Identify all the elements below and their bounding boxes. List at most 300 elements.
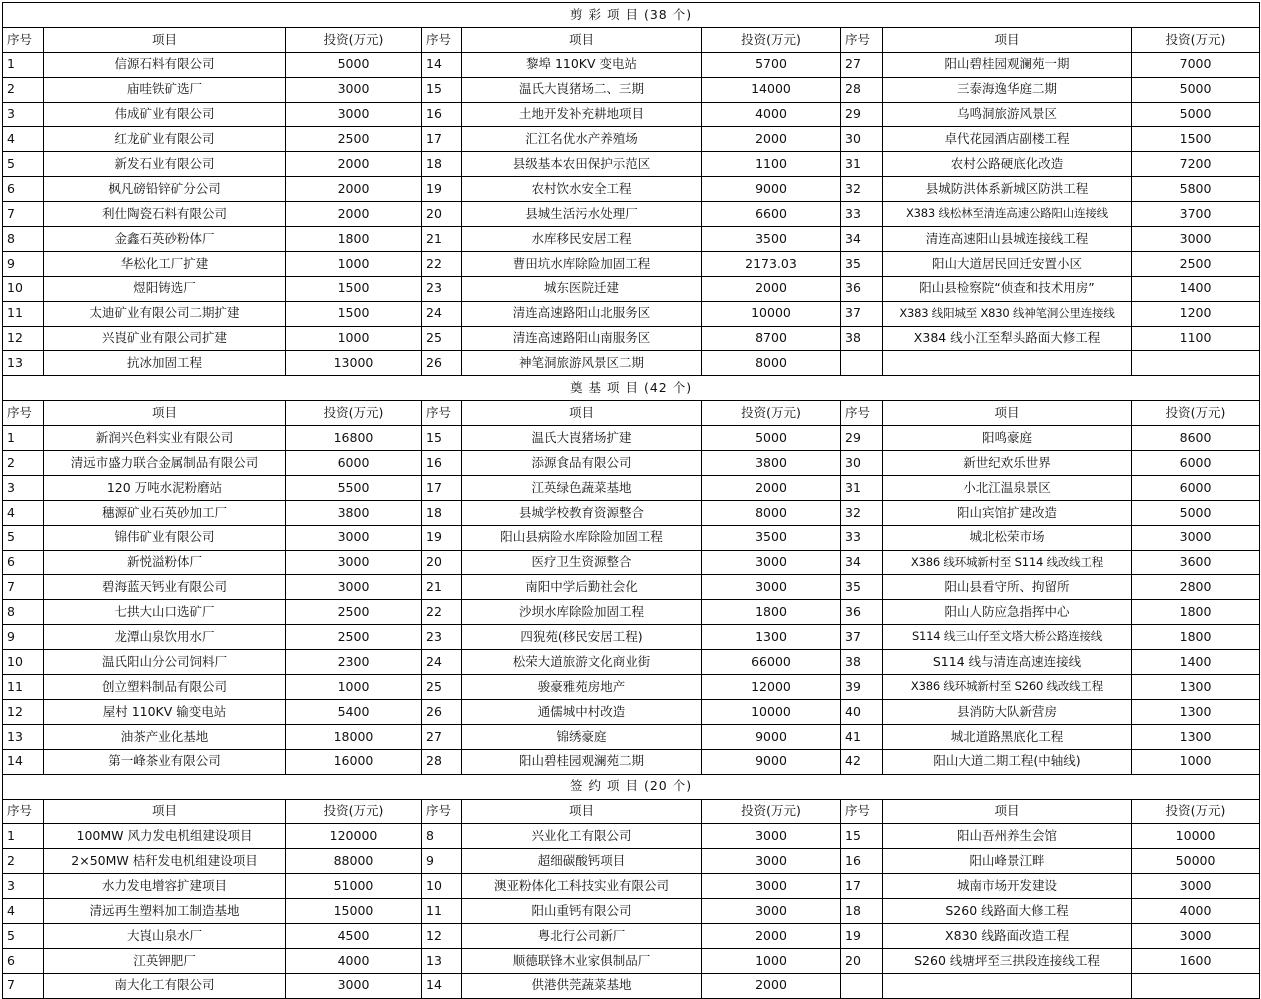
investment-value: 3500 <box>702 525 841 550</box>
project-name: 松荣大道旅游文化商业街 <box>462 650 702 675</box>
row-number: 18 <box>422 152 462 177</box>
table-row <box>3 575 1260 600</box>
row-number: 21 <box>422 575 462 600</box>
investment-value: 3000 <box>286 525 422 550</box>
project-name: 神笔洞旅游风景区二期 <box>462 351 702 376</box>
investment-value: 1800 <box>702 600 841 625</box>
project-name: 穗源矿业石英砂加工厂 <box>44 500 286 525</box>
header-investment: 投资(万元) <box>1132 401 1260 426</box>
row-number: 5 <box>3 923 44 948</box>
header-project: 项目 <box>883 401 1132 426</box>
header-no: 序号 <box>841 27 883 52</box>
investment-value: 6000 <box>1132 451 1260 476</box>
row-number: 24 <box>422 301 462 326</box>
project-name: 澳亚粉体化工科技实业有限公司 <box>462 874 702 899</box>
project-name: 南大化工有限公司 <box>44 973 286 998</box>
investment-value: 5400 <box>286 699 422 724</box>
row-number: 36 <box>841 600 883 625</box>
header-project: 项目 <box>462 799 702 824</box>
investment-value: 2000 <box>702 127 841 152</box>
row-number: 19 <box>841 923 883 948</box>
table-row <box>3 923 1260 948</box>
investment-value: 12000 <box>702 675 841 700</box>
investment-value: 2500 <box>286 600 422 625</box>
table-row <box>3 202 1260 227</box>
row-number: 41 <box>841 724 883 749</box>
row-number: 37 <box>841 625 883 650</box>
row-number: 33 <box>841 525 883 550</box>
row-number: 34 <box>841 550 883 575</box>
project-name: 城北道路黑底化工程 <box>883 724 1132 749</box>
header-no: 序号 <box>841 401 883 426</box>
project-name: 太迪矿业有限公司二期扩建 <box>44 301 286 326</box>
project-name: 水力发电增容扩建项目 <box>44 874 286 899</box>
project-name <box>883 351 1132 376</box>
investment-value: 1000 <box>286 326 422 351</box>
project-name: 水库移民安居工程 <box>462 227 702 252</box>
row-number <box>841 351 883 376</box>
project-name: 大崀山泉水厂 <box>44 923 286 948</box>
investment-value: 3800 <box>702 451 841 476</box>
project-name: 伟成矿业有限公司 <box>44 102 286 127</box>
header-no: 序号 <box>3 799 44 824</box>
row-number: 38 <box>841 326 883 351</box>
row-number: 13 <box>3 351 44 376</box>
investment-value: 4500 <box>286 923 422 948</box>
row-number <box>841 973 883 998</box>
row-number: 6 <box>3 550 44 575</box>
project-name: 新发石业有限公司 <box>44 152 286 177</box>
table-row <box>3 127 1260 152</box>
investment-value: 3000 <box>1132 923 1260 948</box>
investment-value: 1600 <box>1132 948 1260 973</box>
project-name: 枫凡磅铅锌矿分公司 <box>44 177 286 202</box>
table-row <box>3 699 1260 724</box>
project-name: 医疗卫生资源整合 <box>462 550 702 575</box>
investment-value: 2500 <box>286 625 422 650</box>
header-no: 序号 <box>3 401 44 426</box>
investment-value: 1000 <box>702 948 841 973</box>
investment-value: 1400 <box>1132 276 1260 301</box>
project-name: 阳山人防应急指挥中心 <box>883 600 1132 625</box>
project-name: 汇江名优水产养殖场 <box>462 127 702 152</box>
investment-value: 8600 <box>1132 426 1260 451</box>
table-row <box>3 948 1260 973</box>
header-project: 项目 <box>44 27 286 52</box>
row-number: 26 <box>422 699 462 724</box>
investment-value: 3000 <box>286 550 422 575</box>
investment-value: 14000 <box>702 77 841 102</box>
project-name: 锦绣豪庭 <box>462 724 702 749</box>
section-title-row <box>3 376 1260 401</box>
project-name: 油茶产业化基地 <box>44 724 286 749</box>
row-number: 8 <box>422 824 462 849</box>
project-name: X383 线松林至清连高速公路阳山连接线 <box>883 202 1132 227</box>
row-number: 8 <box>3 227 44 252</box>
column-header-row <box>3 799 1260 824</box>
investment-value: 51000 <box>286 874 422 899</box>
project-name: 红龙矿业有限公司 <box>44 127 286 152</box>
row-number: 30 <box>841 451 883 476</box>
project-name: 城东医院迁建 <box>462 276 702 301</box>
project-name: 信源石料有限公司 <box>44 52 286 77</box>
project-name: 土地开发补充耕地项目 <box>462 102 702 127</box>
project-name: 骏豪雅苑房地产 <box>462 675 702 700</box>
row-number: 14 <box>422 52 462 77</box>
row-number: 3 <box>3 874 44 899</box>
project-name <box>883 973 1132 998</box>
row-number: 27 <box>841 52 883 77</box>
project-name: 超细碳酸钙项目 <box>462 849 702 874</box>
column-header-row <box>3 401 1260 426</box>
table-row <box>3 500 1260 525</box>
table-row <box>3 600 1260 625</box>
project-name: 煜阳铸选厂 <box>44 276 286 301</box>
row-number: 39 <box>841 675 883 700</box>
investment-value: 1000 <box>1132 749 1260 774</box>
project-name: 屋村 110KV 输变电站 <box>44 699 286 724</box>
table-row <box>3 351 1260 376</box>
column-header-row <box>3 27 1260 52</box>
investment-value: 1200 <box>1132 301 1260 326</box>
table-row <box>3 724 1260 749</box>
investment-value: 120000 <box>286 824 422 849</box>
header-no: 序号 <box>841 799 883 824</box>
row-number: 22 <box>422 251 462 276</box>
investment-value: 10000 <box>1132 824 1260 849</box>
investment-value: 2000 <box>702 923 841 948</box>
project-name: S114 线三山仔至文塔大桥公路连接线 <box>883 625 1132 650</box>
project-name: 新世纪欢乐世界 <box>883 451 1132 476</box>
row-number: 12 <box>3 326 44 351</box>
row-number: 19 <box>422 177 462 202</box>
investment-value: 2800 <box>1132 575 1260 600</box>
header-no: 序号 <box>3 27 44 52</box>
row-number: 15 <box>841 824 883 849</box>
table-row <box>3 152 1260 177</box>
project-name: 城北松荣市场 <box>883 525 1132 550</box>
investment-value: 16000 <box>286 749 422 774</box>
project-name: 城南市场开发建设 <box>883 874 1132 899</box>
investment-value: 3000 <box>702 550 841 575</box>
investment-value: 1500 <box>286 276 422 301</box>
project-name: X383 线阳城至 X830 线神笔洞公里连接线 <box>883 301 1132 326</box>
project-name: 兴业化工有限公司 <box>462 824 702 849</box>
project-name: X830 线路面改造工程 <box>883 923 1132 948</box>
table-row <box>3 874 1260 899</box>
header-no: 序号 <box>422 27 462 52</box>
row-number: 26 <box>422 351 462 376</box>
investment-value: 1800 <box>1132 600 1260 625</box>
header-investment: 投资(万元) <box>1132 799 1260 824</box>
project-name: 小北江温泉景区 <box>883 475 1132 500</box>
investment-value: 5000 <box>1132 500 1260 525</box>
investment-value: 2500 <box>1132 251 1260 276</box>
section-title: 剪 彩 项 目 (38 个) <box>3 3 1260 28</box>
project-name: 温氏阳山分公司饲料厂 <box>44 650 286 675</box>
project-name: 100MW 风力发电机组建设项目 <box>44 824 286 849</box>
project-name: 阳山碧桂园观澜苑二期 <box>462 749 702 774</box>
investment-value: 16800 <box>286 426 422 451</box>
row-number: 2 <box>3 451 44 476</box>
project-investment-table-page <box>2 2 1260 999</box>
project-name: 县消防大队新营房 <box>883 699 1132 724</box>
project-name: 乌鸣洞旅游风景区 <box>883 102 1132 127</box>
investment-value: 50000 <box>1132 849 1260 874</box>
investment-value: 9000 <box>702 724 841 749</box>
header-investment: 投资(万元) <box>286 401 422 426</box>
investment-value: 1000 <box>286 251 422 276</box>
row-number: 15 <box>422 77 462 102</box>
row-number: 11 <box>3 301 44 326</box>
project-name: 阳鸣豪庭 <box>883 426 1132 451</box>
investment-value: 2173.03 <box>702 251 841 276</box>
investment-value: 1100 <box>702 152 841 177</box>
investment-value: 3000 <box>702 575 841 600</box>
investment-value: 3000 <box>702 899 841 924</box>
table-row <box>3 650 1260 675</box>
project-name: 县城学校教育资源整合 <box>462 500 702 525</box>
project-name: 县城防洪体系新城区防洪工程 <box>883 177 1132 202</box>
row-number: 29 <box>841 102 883 127</box>
table-body <box>3 3 1260 999</box>
header-investment: 投资(万元) <box>1132 27 1260 52</box>
row-number: 11 <box>3 675 44 700</box>
row-number: 30 <box>841 127 883 152</box>
project-name: 华松化工厂扩建 <box>44 251 286 276</box>
project-name: 添源食品有限公司 <box>462 451 702 476</box>
project-name: 曹田坑水库除险加固工程 <box>462 251 702 276</box>
project-name: S114 线与清连高速连接线 <box>883 650 1132 675</box>
row-number: 20 <box>841 948 883 973</box>
project-name: S260 线塘坪至三拱段连接线工程 <box>883 948 1132 973</box>
project-name: 阳山峰景江畔 <box>883 849 1132 874</box>
row-number: 4 <box>3 899 44 924</box>
project-name: 粤北行公司新厂 <box>462 923 702 948</box>
row-number: 22 <box>422 600 462 625</box>
table-row <box>3 749 1260 774</box>
project-name: 清远市盛力联合金属制品有限公司 <box>44 451 286 476</box>
table-row <box>3 426 1260 451</box>
table-row <box>3 251 1260 276</box>
investment-value: 2000 <box>702 475 841 500</box>
investment-value: 8700 <box>702 326 841 351</box>
row-number: 42 <box>841 749 883 774</box>
investment-value: 3700 <box>1132 202 1260 227</box>
project-investment-table <box>2 2 1260 999</box>
investment-value: 6600 <box>702 202 841 227</box>
project-name: 新润兴色料实业有限公司 <box>44 426 286 451</box>
row-number: 24 <box>422 650 462 675</box>
project-name: 120 万吨水泥粉磨站 <box>44 475 286 500</box>
investment-value: 1100 <box>1132 326 1260 351</box>
investment-value: 3000 <box>286 102 422 127</box>
row-number: 38 <box>841 650 883 675</box>
row-number: 6 <box>3 948 44 973</box>
investment-value: 4000 <box>286 948 422 973</box>
investment-value: 66000 <box>702 650 841 675</box>
investment-value: 1400 <box>1132 650 1260 675</box>
row-number: 14 <box>3 749 44 774</box>
row-number: 28 <box>422 749 462 774</box>
header-project: 项目 <box>44 799 286 824</box>
investment-value: 7200 <box>1132 152 1260 177</box>
row-number: 6 <box>3 177 44 202</box>
project-name: 2×50MW 桔秆发电机组建设项目 <box>44 849 286 874</box>
row-number: 18 <box>841 899 883 924</box>
table-row <box>3 899 1260 924</box>
row-number: 2 <box>3 849 44 874</box>
row-number: 25 <box>422 675 462 700</box>
table-row <box>3 326 1260 351</box>
row-number: 33 <box>841 202 883 227</box>
project-name: X386 线环城新村至 S260 线改线工程 <box>883 675 1132 700</box>
table-row <box>3 625 1260 650</box>
table-row <box>3 824 1260 849</box>
investment-value: 8000 <box>702 351 841 376</box>
table-row <box>3 550 1260 575</box>
project-name: X384 线小江至犁头路面大修工程 <box>883 326 1132 351</box>
row-number: 40 <box>841 699 883 724</box>
table-row <box>3 276 1260 301</box>
investment-value: 2000 <box>286 177 422 202</box>
row-number: 4 <box>3 500 44 525</box>
row-number: 35 <box>841 575 883 600</box>
project-name: 南阳中学后勤社会化 <box>462 575 702 600</box>
row-number: 7 <box>3 973 44 998</box>
investment-value: 4000 <box>702 102 841 127</box>
row-number: 10 <box>3 276 44 301</box>
section-title-row <box>3 3 1260 28</box>
row-number: 37 <box>841 301 883 326</box>
investment-value: 1300 <box>702 625 841 650</box>
project-name: 创立塑料制品有限公司 <box>44 675 286 700</box>
header-investment: 投资(万元) <box>286 799 422 824</box>
project-name: 供港供莞蔬菜基地 <box>462 973 702 998</box>
project-name: 县级基本农田保护示范区 <box>462 152 702 177</box>
row-number: 9 <box>422 849 462 874</box>
row-number: 1 <box>3 52 44 77</box>
investment-value: 3600 <box>1132 550 1260 575</box>
investment-value: 2000 <box>702 276 841 301</box>
investment-value: 3000 <box>286 77 422 102</box>
header-no: 序号 <box>422 401 462 426</box>
header-project: 项目 <box>883 27 1132 52</box>
project-name: 阳山碧桂园观澜苑一期 <box>883 52 1132 77</box>
row-number: 23 <box>422 276 462 301</box>
table-row <box>3 973 1260 998</box>
investment-value: 2300 <box>286 650 422 675</box>
project-name: 顺德联锋木业家俱制品厂 <box>462 948 702 973</box>
investment-value: 1800 <box>286 227 422 252</box>
project-name: 兴崀矿业有限公司扩建 <box>44 326 286 351</box>
project-name: 金鑫石英砂粉体厂 <box>44 227 286 252</box>
investment-value: 3000 <box>1132 227 1260 252</box>
project-name: 清连高速路阳山南服务区 <box>462 326 702 351</box>
table-row <box>3 525 1260 550</box>
row-number: 16 <box>422 451 462 476</box>
table-row <box>3 227 1260 252</box>
row-number: 1 <box>3 426 44 451</box>
investment-value: 3800 <box>286 500 422 525</box>
row-number: 31 <box>841 152 883 177</box>
row-number: 15 <box>422 426 462 451</box>
row-number: 2 <box>3 77 44 102</box>
header-project: 项目 <box>462 401 702 426</box>
row-number: 10 <box>3 650 44 675</box>
row-number: 17 <box>841 874 883 899</box>
section-title: 签 约 项 目 (20 个) <box>3 774 1260 799</box>
investment-value: 15000 <box>286 899 422 924</box>
row-number: 10 <box>422 874 462 899</box>
row-number: 17 <box>422 127 462 152</box>
row-number: 16 <box>841 849 883 874</box>
project-name: 庙哇铁矿选厂 <box>44 77 286 102</box>
project-name: 阳山吾州养生会馆 <box>883 824 1132 849</box>
investment-value <box>1132 351 1260 376</box>
project-name: 阳山大道居民回迁安置小区 <box>883 251 1132 276</box>
project-name: 锦伟矿业有限公司 <box>44 525 286 550</box>
table-row <box>3 451 1260 476</box>
table-row <box>3 675 1260 700</box>
row-number: 7 <box>3 575 44 600</box>
investment-value: 9000 <box>702 749 841 774</box>
project-name: 温氏大崀猪场二、三期 <box>462 77 702 102</box>
investment-value: 10000 <box>702 301 841 326</box>
row-number: 20 <box>422 550 462 575</box>
project-name: 阳山县病险水库除险加固工程 <box>462 525 702 550</box>
row-number: 27 <box>422 724 462 749</box>
table-row <box>3 52 1260 77</box>
project-name: 农村公路硬底化改造 <box>883 152 1132 177</box>
header-investment: 投资(万元) <box>702 401 841 426</box>
investment-value: 88000 <box>286 849 422 874</box>
project-name: 七拱大山口选矿厂 <box>44 600 286 625</box>
table-row <box>3 475 1260 500</box>
project-name: 利仕陶瓷石料有限公司 <box>44 202 286 227</box>
header-project: 项目 <box>462 27 702 52</box>
table-row <box>3 102 1260 127</box>
investment-value: 9000 <box>702 177 841 202</box>
row-number: 16 <box>422 102 462 127</box>
row-number: 3 <box>3 475 44 500</box>
investment-value: 5800 <box>1132 177 1260 202</box>
project-name: 温氏大崀猪场扩建 <box>462 426 702 451</box>
project-name: S260 线路面大修工程 <box>883 899 1132 924</box>
project-name: 清连高速阳山县城连接线工程 <box>883 227 1132 252</box>
investment-value: 1000 <box>286 675 422 700</box>
investment-value: 1800 <box>1132 625 1260 650</box>
row-number: 12 <box>3 699 44 724</box>
row-number: 9 <box>3 625 44 650</box>
project-name: 县城生活污水处理厂 <box>462 202 702 227</box>
project-name: 卓代花园酒店副楼工程 <box>883 127 1132 152</box>
row-number: 29 <box>841 426 883 451</box>
investment-value: 1300 <box>1132 699 1260 724</box>
header-no: 序号 <box>422 799 462 824</box>
row-number: 17 <box>422 475 462 500</box>
table-row <box>3 301 1260 326</box>
project-name: 阳山重钙有限公司 <box>462 899 702 924</box>
investment-value: 8000 <box>702 500 841 525</box>
project-name: 农村饮水安全工程 <box>462 177 702 202</box>
investment-value: 1300 <box>1132 675 1260 700</box>
investment-value: 18000 <box>286 724 422 749</box>
row-number: 25 <box>422 326 462 351</box>
investment-value: 3000 <box>286 575 422 600</box>
investment-value: 13000 <box>286 351 422 376</box>
header-investment: 投资(万元) <box>286 27 422 52</box>
